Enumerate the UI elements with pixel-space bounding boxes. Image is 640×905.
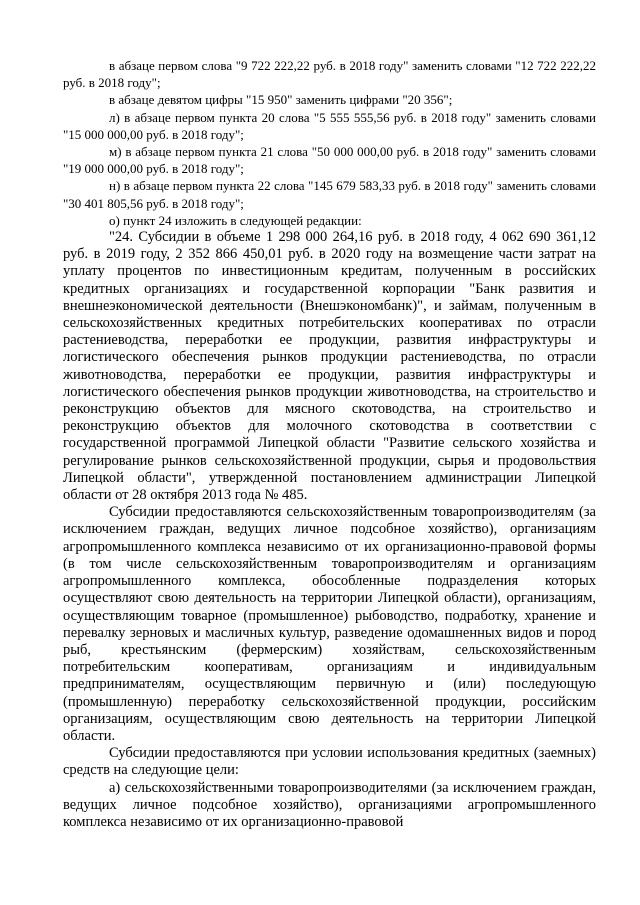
paragraph-conditions: Субсидии предоставляются при условии использования кредитных (заемных) средств на следующие цели: <box>63 745 596 779</box>
paragraph-amendment-first: в абзаце первом слова "9 722 222,22 руб. в 2018 году" заменить словами "12 722 222,22 руб. в 2018 году"; <box>63 58 596 91</box>
paragraph-item-n: н) в абзаце первом пункта 22 слова "145 679 583,33 руб. в 2018 году" заменить словами "30 401 805,56 руб. в 2018 году"; <box>63 178 596 211</box>
document-page <box>63 57 596 831</box>
paragraph-item-l: л) в абзаце первом пункта 20 слова "5 555 555,56 руб. в 2018 году" заменить словами "15 000 000,00 руб. в 2018 году"; <box>63 109 596 142</box>
paragraph-item-m: м) в абзаце первом пункта 21 слова "50 000 000,00 руб. в 2018 году" заменить словами "19 000 000,00 руб. в 2018 году"; <box>63 144 596 177</box>
paragraph-item-o: о) пункт 24 изложить в следующей редакции: <box>109 212 362 228</box>
paragraph-amendment-ninth: в абзаце девятом цифры "15 950" заменить цифрами "20 356"; <box>109 92 453 108</box>
paragraph-recipients: Субсидии предоставляются сельскохозяйственным товаропроизводителям (за исключением граждан, ведущих личное подсобное хозяйство), организациям агропромышленного комплекса независимо от их организационно-правовой формы (в том числе сельскохозяйственным товаропроизводителям и организациям агропромышленного комплекса, обособленные подразделения которых осуществляют свою деятельность на территории Липецкой области), организациям, осуществляющим товарное (промышленное) рыбоводство, подработку, хранение и перевалку зерновых и масличных культур, разведение одомашненных видов и пород рыб, крестьянским (фермерским) хозяйствам, сельскохозяйственным потребительским кооперативам, организациям и индивидуальным предпринимателям, осуществляющим первичную и (или) последующую (промышленную) переработку сельскохозяйственной продукции, российским организациям, осуществляющим свою деятельность на территории Липецкой области. <box>63 504 596 744</box>
paragraph-item-a: а) сельскохозяйственными товаропроизводителями (за исключением граждан, ведущих личное подсобное хозяйство), организациями агропромышленного комплекса независимо от их организационно-правовой <box>63 779 596 830</box>
paragraph-point-24: "24. Субсидии в объеме 1 298 000 264,16 руб. в 2018 году, 4 062 690 361,12 руб. в 2019 году, 2 352 866 450,01 руб. в 2020 году на возмещение части затрат на уплату процентов по инвестиционным кредитам, полученным в российских кредитных организациях и государственной корпорации "Банк развития и внешнеэкономической деятельности (Внешэкономбанк)", и займам, полученным в сельскохозяйственных кредитных потребительских кооперативах по отрасли растениеводства, переработки ее продукции, развития инфраструктуры и логистического обеспечения рынков продукции растениеводства, по отрасли животноводства, переработки ее продукции, развития инфраструктуры и логистического обеспечения рынков продукции животноводства, на строительство и реконструкцию объектов для мясного скотоводства, на строительство и реконструкцию объектов для молочного скотоводства в соответствии с государственной программой Липецкой области "Развитие сельского хозяйства и регулирование рынков сельскохозяйственной продукции, сырья и продовольствия Липецкой области", утвержденной постановлением администрации Липецкой области от 28 октября 2013 года № 485. <box>63 229 596 504</box>
